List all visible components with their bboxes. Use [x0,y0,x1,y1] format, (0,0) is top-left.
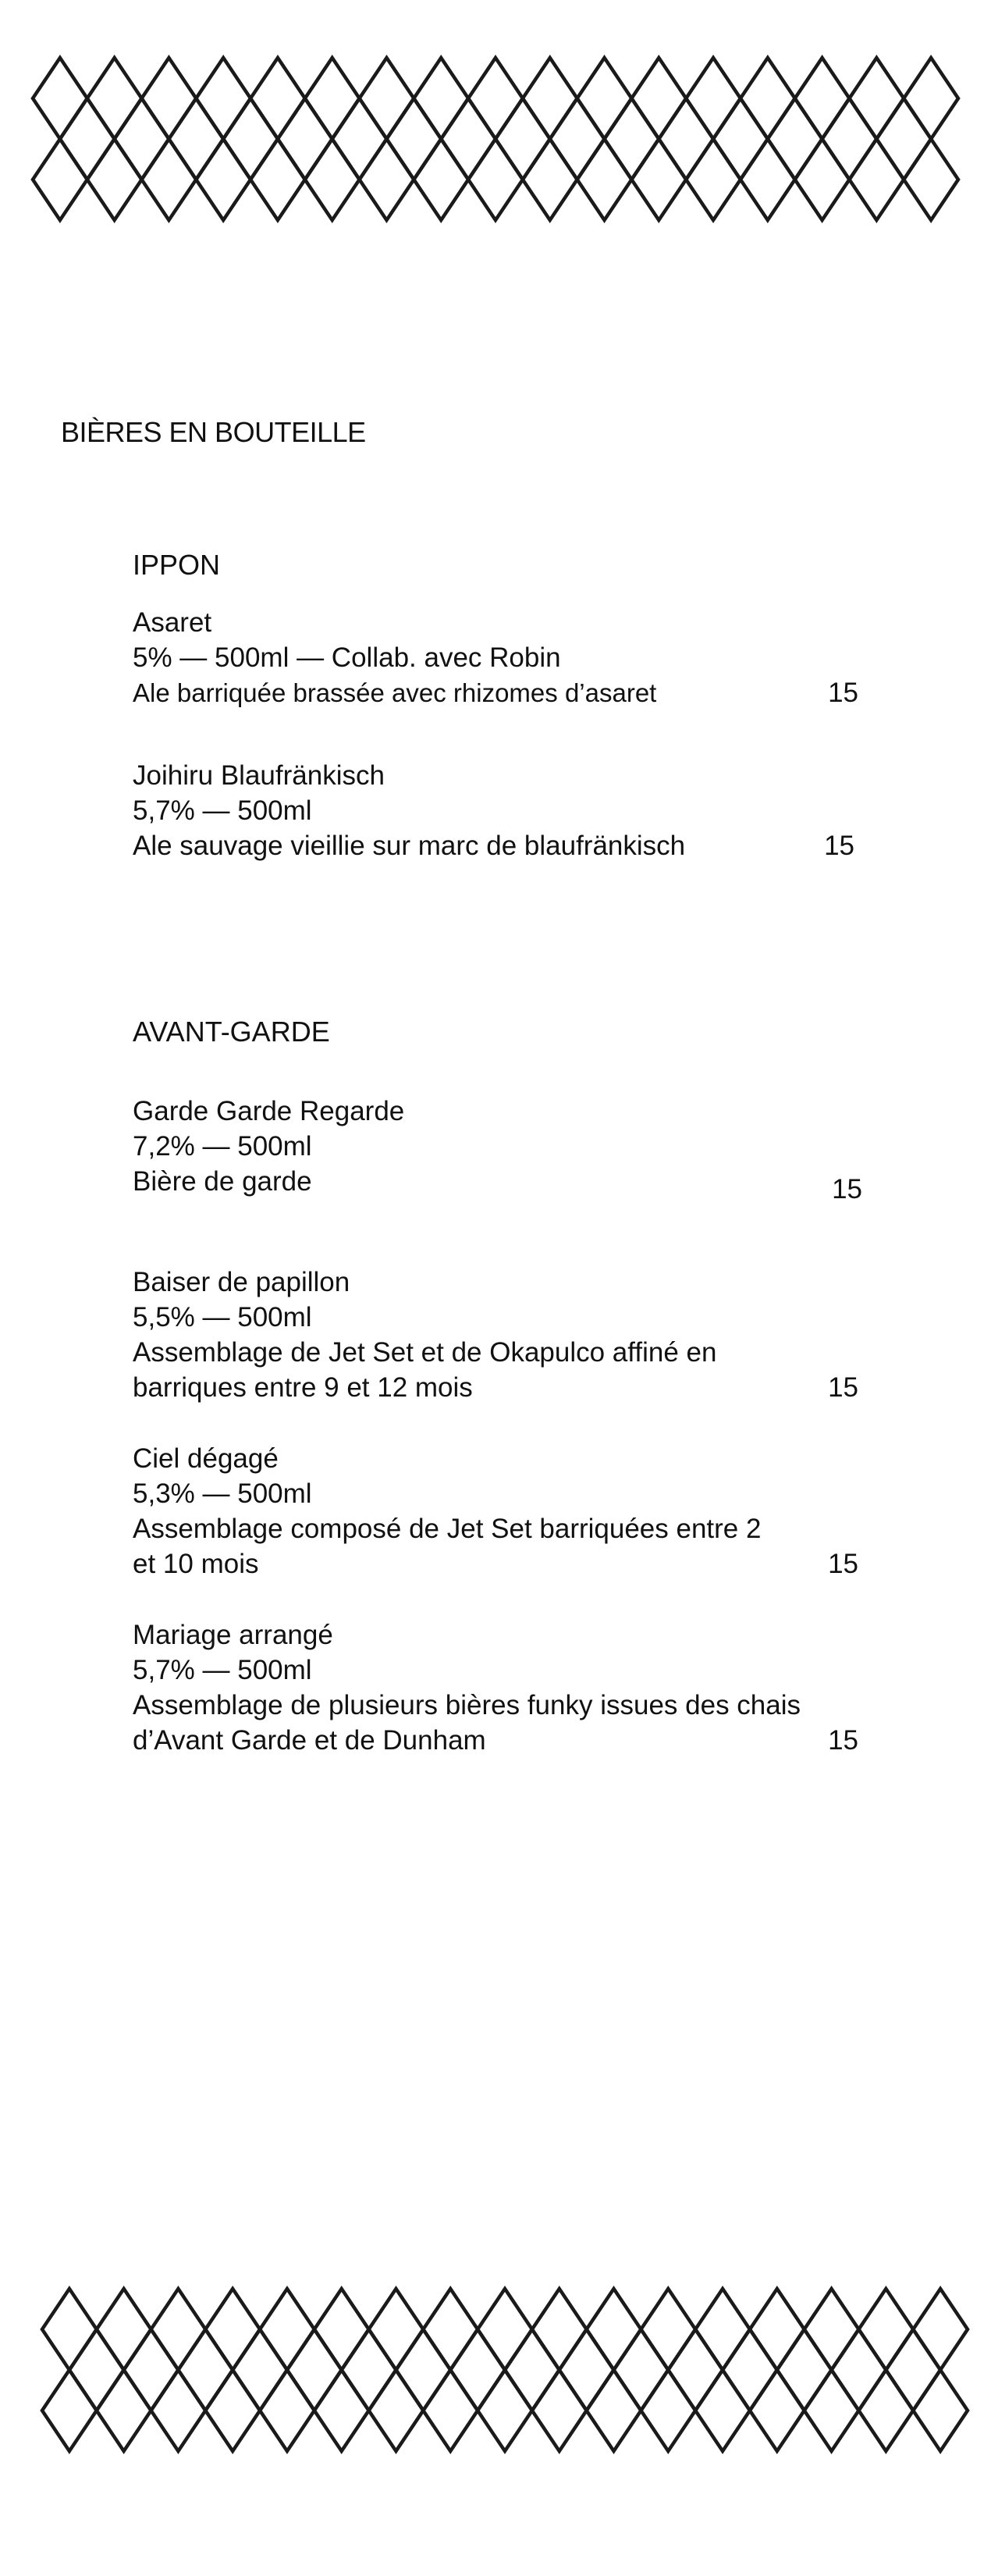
item-name: Ciel dégagé [133,1443,279,1474]
lattice-diamond [741,58,795,139]
lattice-diamond [205,2370,260,2451]
lattice-diamond [858,2289,913,2370]
item-description: Ale sauvage vieillie sur marc de blaufränkisch [133,831,686,861]
lattice-diamond [115,98,169,180]
lattice-diamond [523,58,577,139]
item-price: 15 [828,1725,858,1756]
lattice-diamond [805,2370,859,2451]
lattice-diamond [169,98,223,180]
lattice-diamond [641,2289,695,2370]
lattice-diamond [550,98,605,180]
section-title-ippon: IPPON [133,549,221,581]
lattice-diamond [386,98,441,180]
lattice-diamond [305,58,360,139]
item-price: 15 [832,1174,862,1204]
menu-item-joihiru-blaufrankisch [133,758,882,863]
lattice-diamond [396,2329,450,2411]
lattice-diamond [876,98,931,180]
lattice-diamond [505,2329,559,2411]
lattice-diamond [151,2289,206,2370]
lattice-diamond [695,2289,750,2370]
bottom-lattice-border [0,2284,991,2464]
item-details: 5,3% — 500ml [133,1478,312,1509]
item-description: Assemblage composé de Jet Set barriquées entre 2 et 10 mois [133,1514,762,1579]
lattice-diamond [69,2329,124,2411]
lattice-diamond [287,2329,342,2411]
lattice-diamond [913,2289,968,2370]
lattice-diamond [178,2329,233,2411]
lattice-diamond [450,2329,505,2411]
item-price: 15 [824,831,854,861]
lattice-diamond [360,139,414,220]
lattice-diamond [142,139,197,220]
lattice-diamond [468,58,523,139]
item-description: Assemblage de Jet Set et de Okapulco affiné en barriques entre 9 et 12 mois [133,1337,717,1403]
lattice-diamond [822,98,877,180]
lattice-diamond [577,139,632,220]
item-name: Garde Garde Regarde [133,1096,405,1126]
lattice-diamond [478,2370,532,2451]
lattice-diamond [777,2329,832,2411]
lattice-diamond [441,98,496,180]
lattice-diamond [196,139,250,220]
lattice-diamond [369,2370,424,2451]
lattice-diamond [33,58,87,139]
lattice-diamond [223,98,278,180]
lattice-diamond [423,2289,478,2370]
lattice-diamond [414,139,468,220]
top-lattice-border [0,53,991,233]
item-price: 15 [828,678,858,708]
item-details: 5,5% — 500ml [133,1302,312,1332]
lattice-diamond [250,139,305,220]
menu-item-mariage-arrange [133,1617,882,1758]
lattice-diamond [559,2329,614,2411]
lattice-diamond [124,2329,179,2411]
lattice-diamond [60,98,115,180]
lattice-diamond [686,139,741,220]
menu-item-garde-garde-regarde [133,1094,882,1204]
lattice-diamond [151,2370,206,2451]
lattice-diamond [750,2370,805,2451]
lattice-diamond [532,2289,587,2370]
item-description: Assemblage de plusieurs bières funky issues des chais d’Avant Garde et de Dunham [133,1690,801,1756]
lattice-diamond [723,2329,777,2411]
lattice-diamond [768,98,822,180]
lattice-diamond [87,139,142,220]
lattice-diamond [587,2289,641,2370]
lattice-diamond [314,2370,369,2451]
lattice-diamond [42,2370,97,2451]
lattice-diamond [741,139,795,220]
lattice-diamond [904,139,958,220]
lattice-pattern [42,2289,968,2451]
lattice-diamond [260,2370,314,2451]
lattice-diamond [849,139,904,220]
lattice-diamond [305,139,360,220]
lattice-diamond [587,2370,641,2451]
lattice-pattern [33,58,958,220]
menu-title: BIÈRES EN BOUTEILLE [61,416,366,448]
lattice-diamond [468,139,523,220]
lattice-diamond [196,58,250,139]
lattice-diamond [849,58,904,139]
item-name: Mariage arrangé [133,1620,333,1650]
lattice-diamond [332,98,387,180]
lattice-diamond [605,98,659,180]
lattice-diamond [805,2289,859,2370]
lattice-diamond [659,98,713,180]
menu-item-asaret [133,605,882,710]
menu-item-ciel-degage [133,1441,882,1582]
lattice-diamond [614,2329,669,2411]
lattice-diamond [577,58,632,139]
lattice-diamond [686,58,741,139]
lattice-diamond [205,2289,260,2370]
lattice-diamond [795,139,850,220]
item-name: Joihiru Blaufränkisch [133,760,385,791]
menu-item-baiser-de-papillon [133,1265,882,1405]
lattice-diamond [532,2370,587,2451]
lattice-diamond [886,2329,940,2411]
item-details: 5,7% — 500ml [133,1655,312,1685]
lattice-diamond [142,58,197,139]
lattice-diamond [278,98,332,180]
lattice-diamond [858,2370,913,2451]
lattice-diamond [42,2289,97,2370]
lattice-diamond [314,2289,369,2370]
lattice-diamond [33,139,87,220]
lattice-diamond [631,58,686,139]
lattice-diamond [414,58,468,139]
item-description: Bière de garde [133,1166,312,1197]
lattice-diamond [695,2370,750,2451]
item-price: 15 [828,1549,858,1579]
lattice-diamond [423,2370,478,2451]
lattice-diamond [233,2329,287,2411]
lattice-diamond [360,58,414,139]
item-price: 15 [828,1372,858,1403]
lattice-diamond [260,2289,314,2370]
lattice-diamond [750,2289,805,2370]
section-title-avant-garde: AVANT-GARDE [133,1016,330,1048]
lattice-diamond [496,98,550,180]
lattice-diamond [832,2329,886,2411]
lattice-diamond [250,58,305,139]
lattice-diamond [523,139,577,220]
item-description: Ale barriquée brassée avec rhizomes d’asaret [133,678,657,707]
lattice-diamond [478,2289,532,2370]
lattice-diamond [342,2329,396,2411]
lattice-diamond [795,58,850,139]
lattice-diamond [369,2289,424,2370]
item-name: Asaret [133,607,212,638]
lattice-diamond [668,2329,723,2411]
item-name: Baiser de papillon [133,1267,350,1297]
lattice-diamond [913,2370,968,2451]
lattice-diamond [97,2289,151,2370]
lattice-diamond [713,98,768,180]
item-details: 5,7% — 500ml [133,795,312,826]
lattice-diamond [631,139,686,220]
lattice-diamond [97,2370,151,2451]
lattice-diamond [904,58,958,139]
lattice-diamond [87,58,142,139]
item-details: 5% — 500ml — Collab. avec Robin [133,642,561,673]
lattice-diamond [641,2370,695,2451]
item-details: 7,2% — 500ml [133,1131,312,1162]
